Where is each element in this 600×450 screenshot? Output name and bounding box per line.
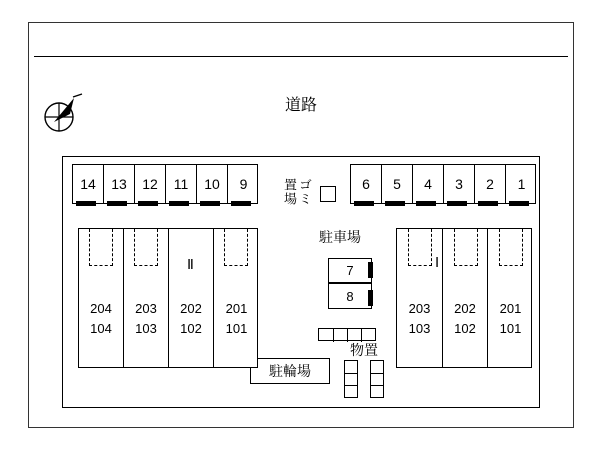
storage-row [318, 328, 376, 341]
wheel-stopper [447, 201, 467, 206]
balcony [224, 229, 248, 266]
wheel-stopper [76, 201, 96, 206]
building-right [396, 228, 532, 368]
parking-slot[interactable]: 8 [328, 283, 372, 309]
unit-number-lower: 101 [225, 321, 248, 336]
unit-number-upper: 204 [90, 301, 112, 316]
wheel-stopper [416, 201, 436, 206]
unit-column[interactable] [79, 229, 124, 367]
unit-number-lower: 102 [180, 321, 202, 336]
parking-slot[interactable]: 2 [475, 165, 506, 203]
parking-slot[interactable]: 3 [444, 165, 475, 203]
parking-slot[interactable]: 5 [382, 165, 413, 203]
parking-slot[interactable]: 1 [517, 176, 526, 192]
unit-number-upper: 203 [408, 301, 431, 316]
parking-small-group [328, 258, 372, 308]
unit-number-upper: 203 [135, 301, 157, 316]
parking-slot[interactable]: 14 [73, 165, 104, 203]
wheel-stopper [138, 201, 158, 206]
unit-number-upper: 201 [499, 301, 522, 316]
wheel-stopper [368, 262, 373, 278]
storage-label: 物置 [350, 342, 378, 358]
parking-slot[interactable]: 10 [197, 165, 228, 203]
building-tag: Ⅱ [187, 258, 194, 273]
road-label: 道路 [284, 97, 317, 114]
balcony [134, 229, 158, 266]
unit-column[interactable] [124, 229, 169, 367]
wheel-stopper [200, 201, 220, 206]
building-left [78, 228, 258, 368]
trash-area-text: ゴミ置場 [282, 178, 312, 206]
parking-slot[interactable]: 12 [135, 165, 166, 203]
balcony [499, 229, 523, 266]
balcony [408, 229, 432, 266]
wheel-stopper [107, 201, 127, 206]
wheel-stopper [385, 201, 405, 206]
bicycle-parking-label: 駐輪場 [250, 358, 330, 384]
parking-slot[interactable]: 13 [104, 165, 135, 203]
parking-slot[interactable]: 4 [413, 165, 444, 203]
balcony [89, 229, 113, 266]
unit-number-upper: 201 [225, 301, 248, 316]
unit-column[interactable] [397, 229, 443, 367]
wheel-stopper [231, 201, 251, 206]
unit-number-lower: 103 [135, 321, 157, 336]
storage-locker [344, 360, 358, 398]
unit-column[interactable] [488, 229, 533, 367]
parking-slot[interactable]: 6 [351, 165, 382, 203]
wheel-stopper [368, 290, 373, 306]
unit-number-lower: 102 [454, 321, 476, 336]
storage-locker [370, 360, 384, 398]
wheel-stopper [478, 201, 498, 206]
parking-strip-left [72, 164, 258, 204]
wheel-stopper [169, 201, 189, 206]
building-tag: Ⅰ [435, 256, 440, 271]
parking-slot[interactable]: 11 [166, 165, 197, 203]
north-arrow-icon [40, 92, 88, 136]
unit-number-upper: 202 [180, 301, 202, 316]
parking-strip-right [350, 164, 536, 204]
parking-slot[interactable]: 9 [239, 176, 248, 192]
unit-column[interactable] [214, 229, 259, 367]
unit-number-lower: 104 [90, 321, 112, 336]
parking-lot-label: 駐車場 [319, 229, 361, 245]
unit-number-upper: 202 [454, 301, 476, 316]
unit-column[interactable] [169, 229, 214, 367]
balcony [454, 229, 478, 266]
wheel-stopper [354, 201, 374, 206]
trash-bin-box [320, 186, 336, 202]
unit-column[interactable] [443, 229, 488, 367]
parking-slot[interactable]: 7 [328, 258, 372, 283]
unit-number-lower: 103 [408, 321, 431, 336]
road-line [34, 56, 568, 57]
unit-number-lower: 101 [499, 321, 522, 336]
wheel-stopper [509, 201, 529, 206]
trash-area-label [277, 178, 315, 218]
